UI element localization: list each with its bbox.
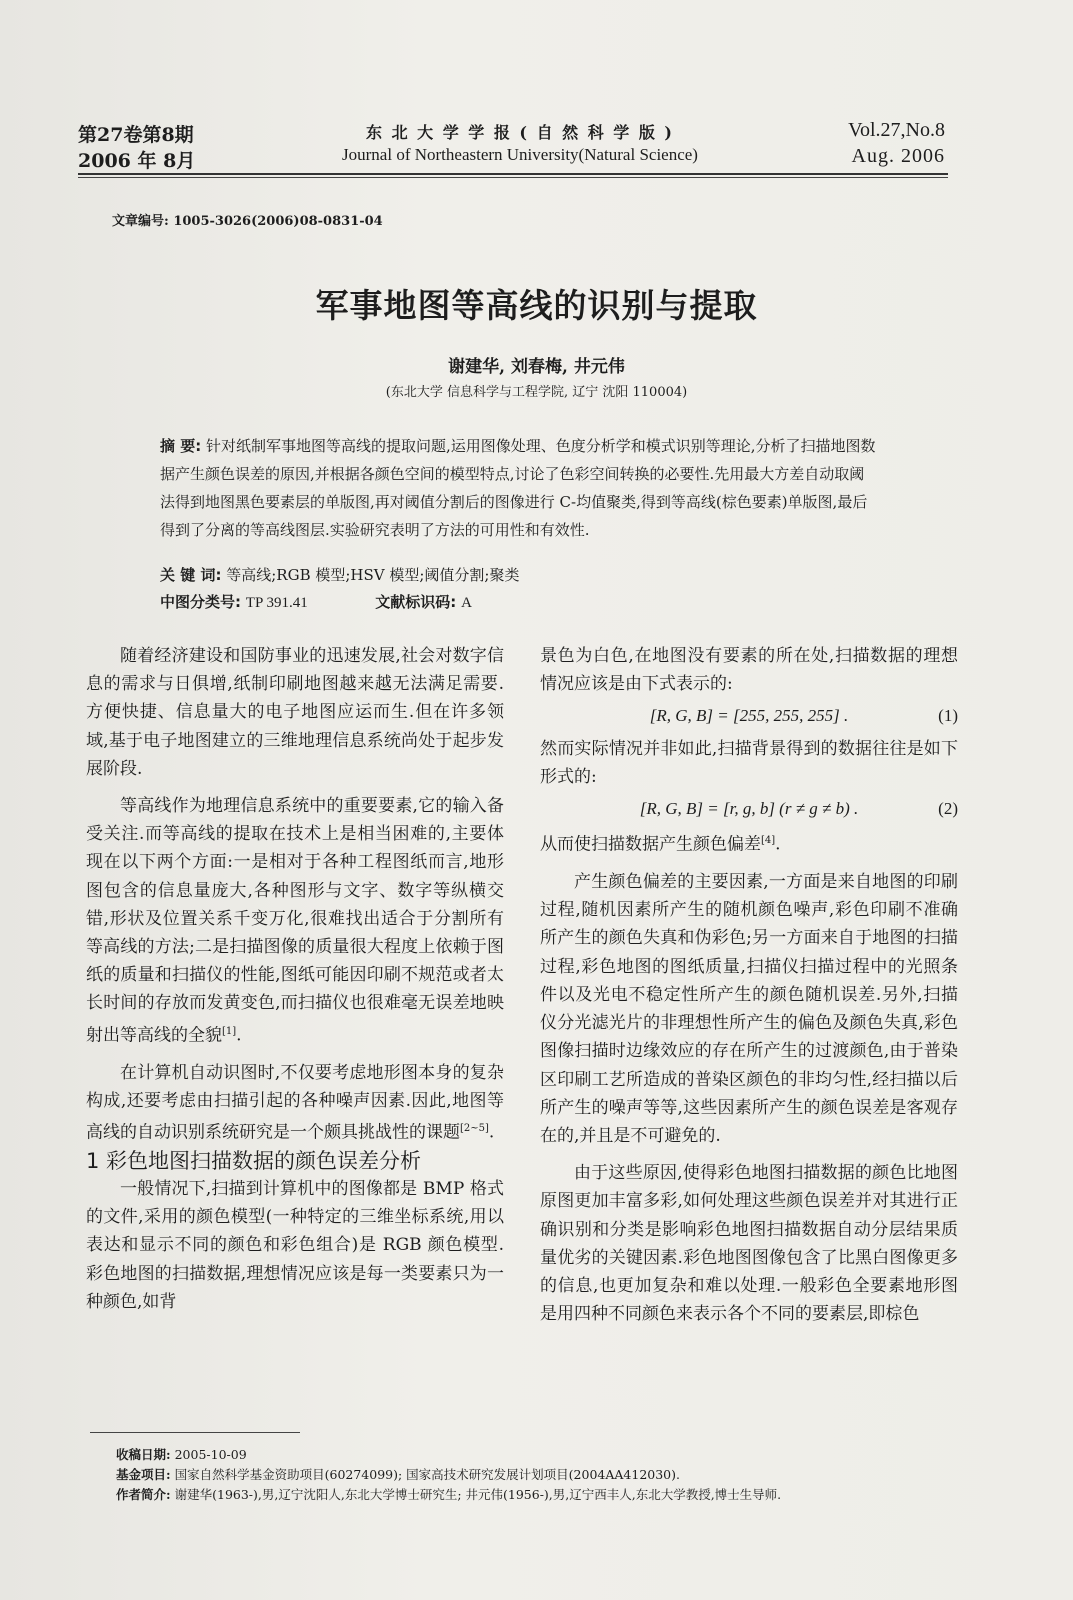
footnote-author-bio: 作者简介: 谢建华(1963-),男,辽宁沈阳人,东北大学博士研究生; 井元伟(1956-),男,辽宁西丰人,东北大学教授,博士生导师. [116,1487,782,1502]
left-column [86,642,504,1316]
equation-number: (2) [938,799,958,819]
volume-issue: 第27卷第8期 [78,124,194,146]
keywords [160,561,876,589]
issue-date: 2006 年 8月 [78,150,196,172]
paragraph: 一般情况下,扫描到计算机中的图像都是 BMP 格式的文件,采用的颜色模型(一种特定的三维坐标系统,用以表达和显示不同的颜色和彩色组合)是 RGB 颜色模型.彩色地图的扫描数据,理想情况应该是每一类要素只为一种颜色,如背 [86,1178,504,1312]
paper-title: 军事地图等高线的识别与提取 [315,286,758,325]
footnote-rule [90,1432,300,1433]
equation-2: [R, G, B] = [r, g, b] (r ≠ g ≠ b) . (2) [540,795,958,823]
paragraph: 景色为白色,在地图没有要素的所在处,扫描数据的理想情况应该是由下式表示的: [540,646,958,695]
article-number: 文章编号: 1005-3026(2006)08-0831-04 [112,214,383,229]
header-rule [78,173,948,175]
paragraph: 从而使扫描数据产生颜色偏差[4]. [540,834,781,855]
right-column [540,642,958,1328]
paragraph: 在计算机自动识图时,不仅要考虑地形图本身的复杂构成,还要考虑由扫描引起的各种噪声因素.因此,地图等高线的自动识别系统研究是一个颇具挑战性的课题[2~5]. [86,1062,504,1143]
abstract-text: 针对纸制军事地图等高线的提取问题,运用图像处理、色度分析学和模式识别等理论,分析了扫描地图数据产生颜色误差的原因,并根据各颜色空间的模型特点,讨论了色彩空间转换的必要性.先用最大方差自动取阈法得到地图黑色要素层的单版图,再对阈值分割后的图像进行 C-均值聚类,得到等高线(棕色要素)单版图,最后得到了分离的等高线图层.实验研究表明了方法的可用性和有效性. [160,437,876,539]
date-en: Aug. 2006 [851,145,945,167]
clc-label: 中图分类号: [160,593,241,611]
footnote-funding: 基金项目: 国家自然科学基金资助项目(60274099); 国家高技术研究发展计划项目(2004AA412030). [116,1467,680,1482]
citation: [1] [222,1025,237,1037]
doc-code-value: A [461,595,472,611]
classification [160,588,876,617]
paragraph: 随着经济建设和国防事业的迅速发展,社会对数字信息的需求与日俱增,纸制印刷地图越来越无法满足需要.方便快捷、信息量大的电子地图应运而生.但在许多领域,基于电子地图建立的三维地理信息系统尚处于起步发展阶段. [86,646,504,779]
citation: [4] [761,835,776,847]
paragraph: 产生颜色偏差的主要因素,一方面是来自地图的印刷过程,随机因素所产生的随机颜色噪声,彩色印刷不准确所产生的颜色失真和伪彩色;另一方面来自于地图的扫描过程,彩色地图的图纸质量,扫描仪扫描过程中的光照条件以及光电不稳定性所产生的颜色随机误差.另外,扫描仪分光滤光片的非理想性所产生的偏色及颜色失真,彩色图像扫描时边缘效应的存在所产生的过渡颜色,由于普染区印刷工艺所造成的普染区颜色的非均匀性,经扫描以后所产生的噪声等等,这些因素所产生的颜色误差是客观存在的,并且是不可避免的. [540,872,958,1146]
footnote-received: 收稿日期: 2005-10-09 [116,1447,247,1462]
author-list: 谢建华, 刘春梅, 井元伟 [448,357,625,377]
journal-name-en: Journal of Northeastern University(Natural Science) [342,145,698,164]
paragraph: 然而实际情况并非如此,扫描背景得到的数据往往是如下形式的: [540,738,958,787]
equation-1: [R, G, B] = [255, 255, 255] . (1) [540,702,958,730]
paragraph: 由于这些原因,使得彩色地图扫描数据的颜色比地图原图更加丰富多彩,如何处理这些颜色误差并对其进行正确识别和分类是影响彩色地图扫描数据自动分层结果质量优劣的关键因素.彩色地图图像包含了比黑白图像更多的信息,也更加复杂和难以处理.一般彩色全要素地形图是用四种不同颜色来表示各个不同的要素层,即棕色 [540,1163,958,1325]
equation-number: (1) [938,706,958,726]
abstract [160,432,876,544]
clc-value: TP 391.41 [245,595,308,611]
abstract-label: 摘 要: [160,437,202,455]
affiliation: (东北大学 信息科学与工程学院, 辽宁 沈阳 110004) [385,385,688,400]
section-heading: 1 彩色地图扫描数据的颜色误差分析 [86,1148,422,1173]
vol-no-en: Vol.27,No.8 [848,119,945,141]
header-rule-thin [78,177,948,178]
citation: [2~5] [460,1122,489,1134]
doc-code-label: 文献标识码: [375,593,457,611]
keywords-text: 等高线;RGB 模型;HSV 模型;阈值分割;聚类 [226,566,520,584]
journal-name-cn: 东 北 大 学 学 报 ( 自 然 科 学 版 ) [366,123,674,142]
keywords-label: 关 键 词: [160,566,222,584]
paragraph: 等高线作为地理信息系统中的重要要素,它的输入备受关注.而等高线的提取在技术上是相当困难的,主要体现在以下两个方面:一是相对于各种工程图纸而言,地形图包含的信息量庞大,各种图形与文字、数字等纵横交错,形状及位置关系千变万化,很难找出适合于分割所有等高线的方法;二是扫描图像的质量很大程度上依赖于图纸的质量和扫描仪的性能,图纸可能因印刷不规范或者太长时间的存放而发黄变色,而扫描仪也很难毫无误差地映射出等高线的全貌[1]. [86,796,504,1046]
